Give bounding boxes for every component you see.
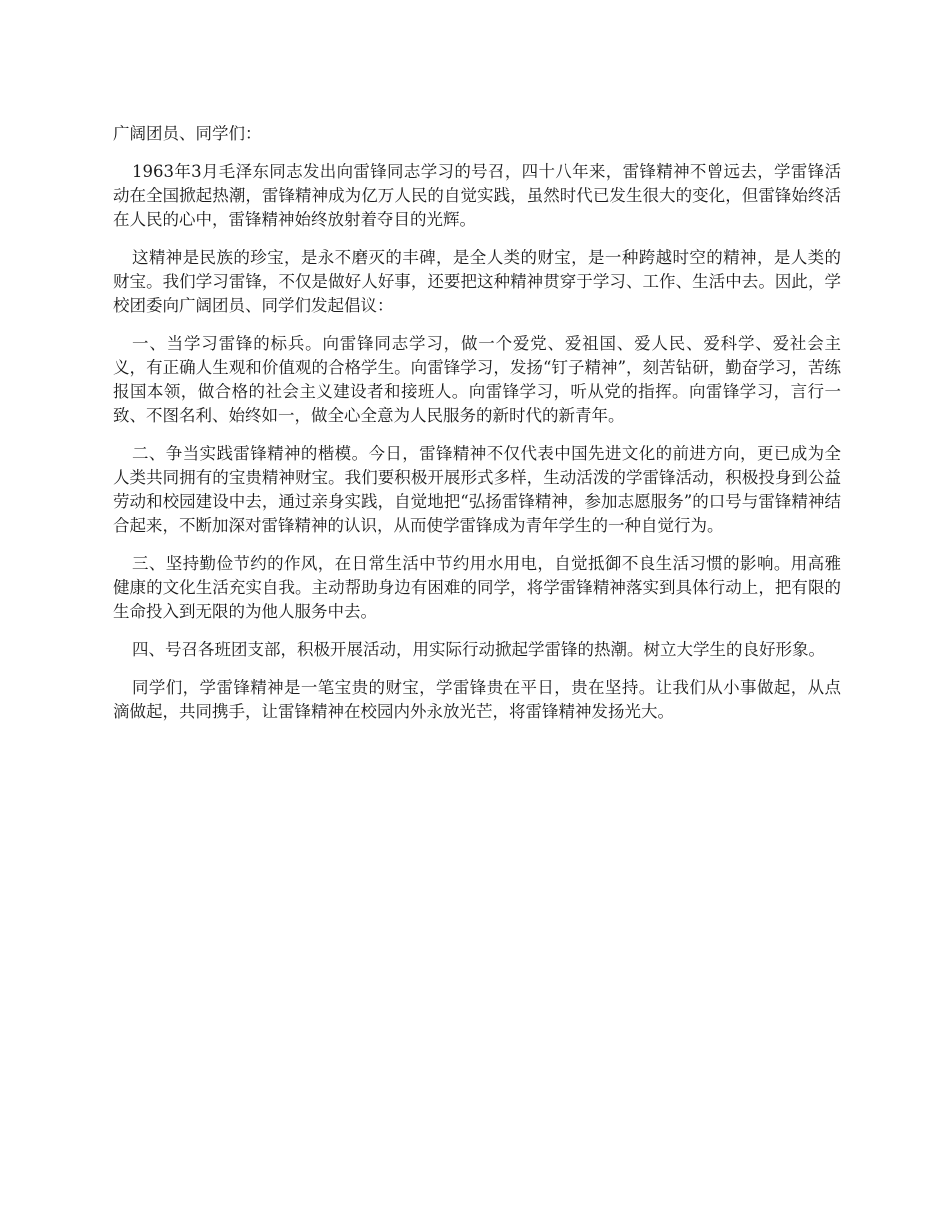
document-body	[113, 122, 841, 738]
paragraph-spirit: 这精神是民族的珍宝，是永不磨灭的丰碑，是全人类的财宝，是一种跨越时空的精神，是人类的财宝。我们学习雷锋，不仅是做好人好事，还要把这种精神贯穿于学习、工作、生活中去。因此，学校团委向广阔团员、同学们发起倡议：	[113, 248, 841, 315]
paragraph-closing: 同学们，学雷锋精神是一笔宝贵的财宝，学雷锋贵在平日，贵在坚持。让我们从小事做起，从点滴做起，共同携手，让雷锋精神在校园内外永放光芒，将雷锋精神发扬光大。	[113, 678, 841, 721]
paragraph-proposal-3: 三、坚持勤俭节约的作风，在日常生活中节约用水用电，自觉抵御不良生活习惯的影响。用高雅健康的文化生活充实自我。主动帮助身边有困难的同学，将学雷锋精神落实到具体行动上，把有限的生命投入到无限的为他人服务中去。	[113, 554, 841, 621]
greeting-line: 广阔团员、同学们：	[113, 124, 262, 143]
paragraph-proposal-1: 一、当学习雷锋的标兵。向雷锋同志学习，做一个爱党、爱祖国、爱人民、爱科学、爱社会主义，有正确人生观和价值观的合格学生。向雷锋学习，发扬“钉子精神”，刻苦钻研，勤奋学习，苦练报国本领，做合格的社会主义建设者和接班人。向雷锋学习，听从党的指挥。向雷锋学习，言行一致、不图名利、始终如一，做全心全意为人民服务的新时代的新青年。	[113, 334, 841, 425]
paragraph-intro: 1963年3月毛泽东同志发出向雷锋同志学习的号召，四十八年来，雷锋精神不曾远去，学雷锋活动在全国掀起热潮，雷锋精神成为亿万人民的自觉实践，虽然时代已发生很大的变化，但雷锋始终活在人民的心中，雷锋精神始终放射着夺目的光辉。	[113, 162, 841, 229]
paragraph-proposal-2: 二、争当实践雷锋精神的楷模。今日，雷锋精神不仅代表中国先进文化的前进方向，更已成为全人类共同拥有的宝贵精神财宝。我们要积极开展形式多样，生动活泼的学雷锋活动，积极投身到公益劳动和校园建设中去，通过亲身实践，自觉地把“弘扬雷锋精神，参加志愿服务”的口号与雷锋精神结合起来，不断加深对雷锋精神的认识，从而使学雷锋成为青年学生的一种自觉行为。	[113, 444, 841, 535]
paragraph-proposal-4: 四、号召各班团支部，积极开展活动，用实际行动掀起学雷锋的热潮。树立大学生的良好形象。	[132, 640, 825, 659]
